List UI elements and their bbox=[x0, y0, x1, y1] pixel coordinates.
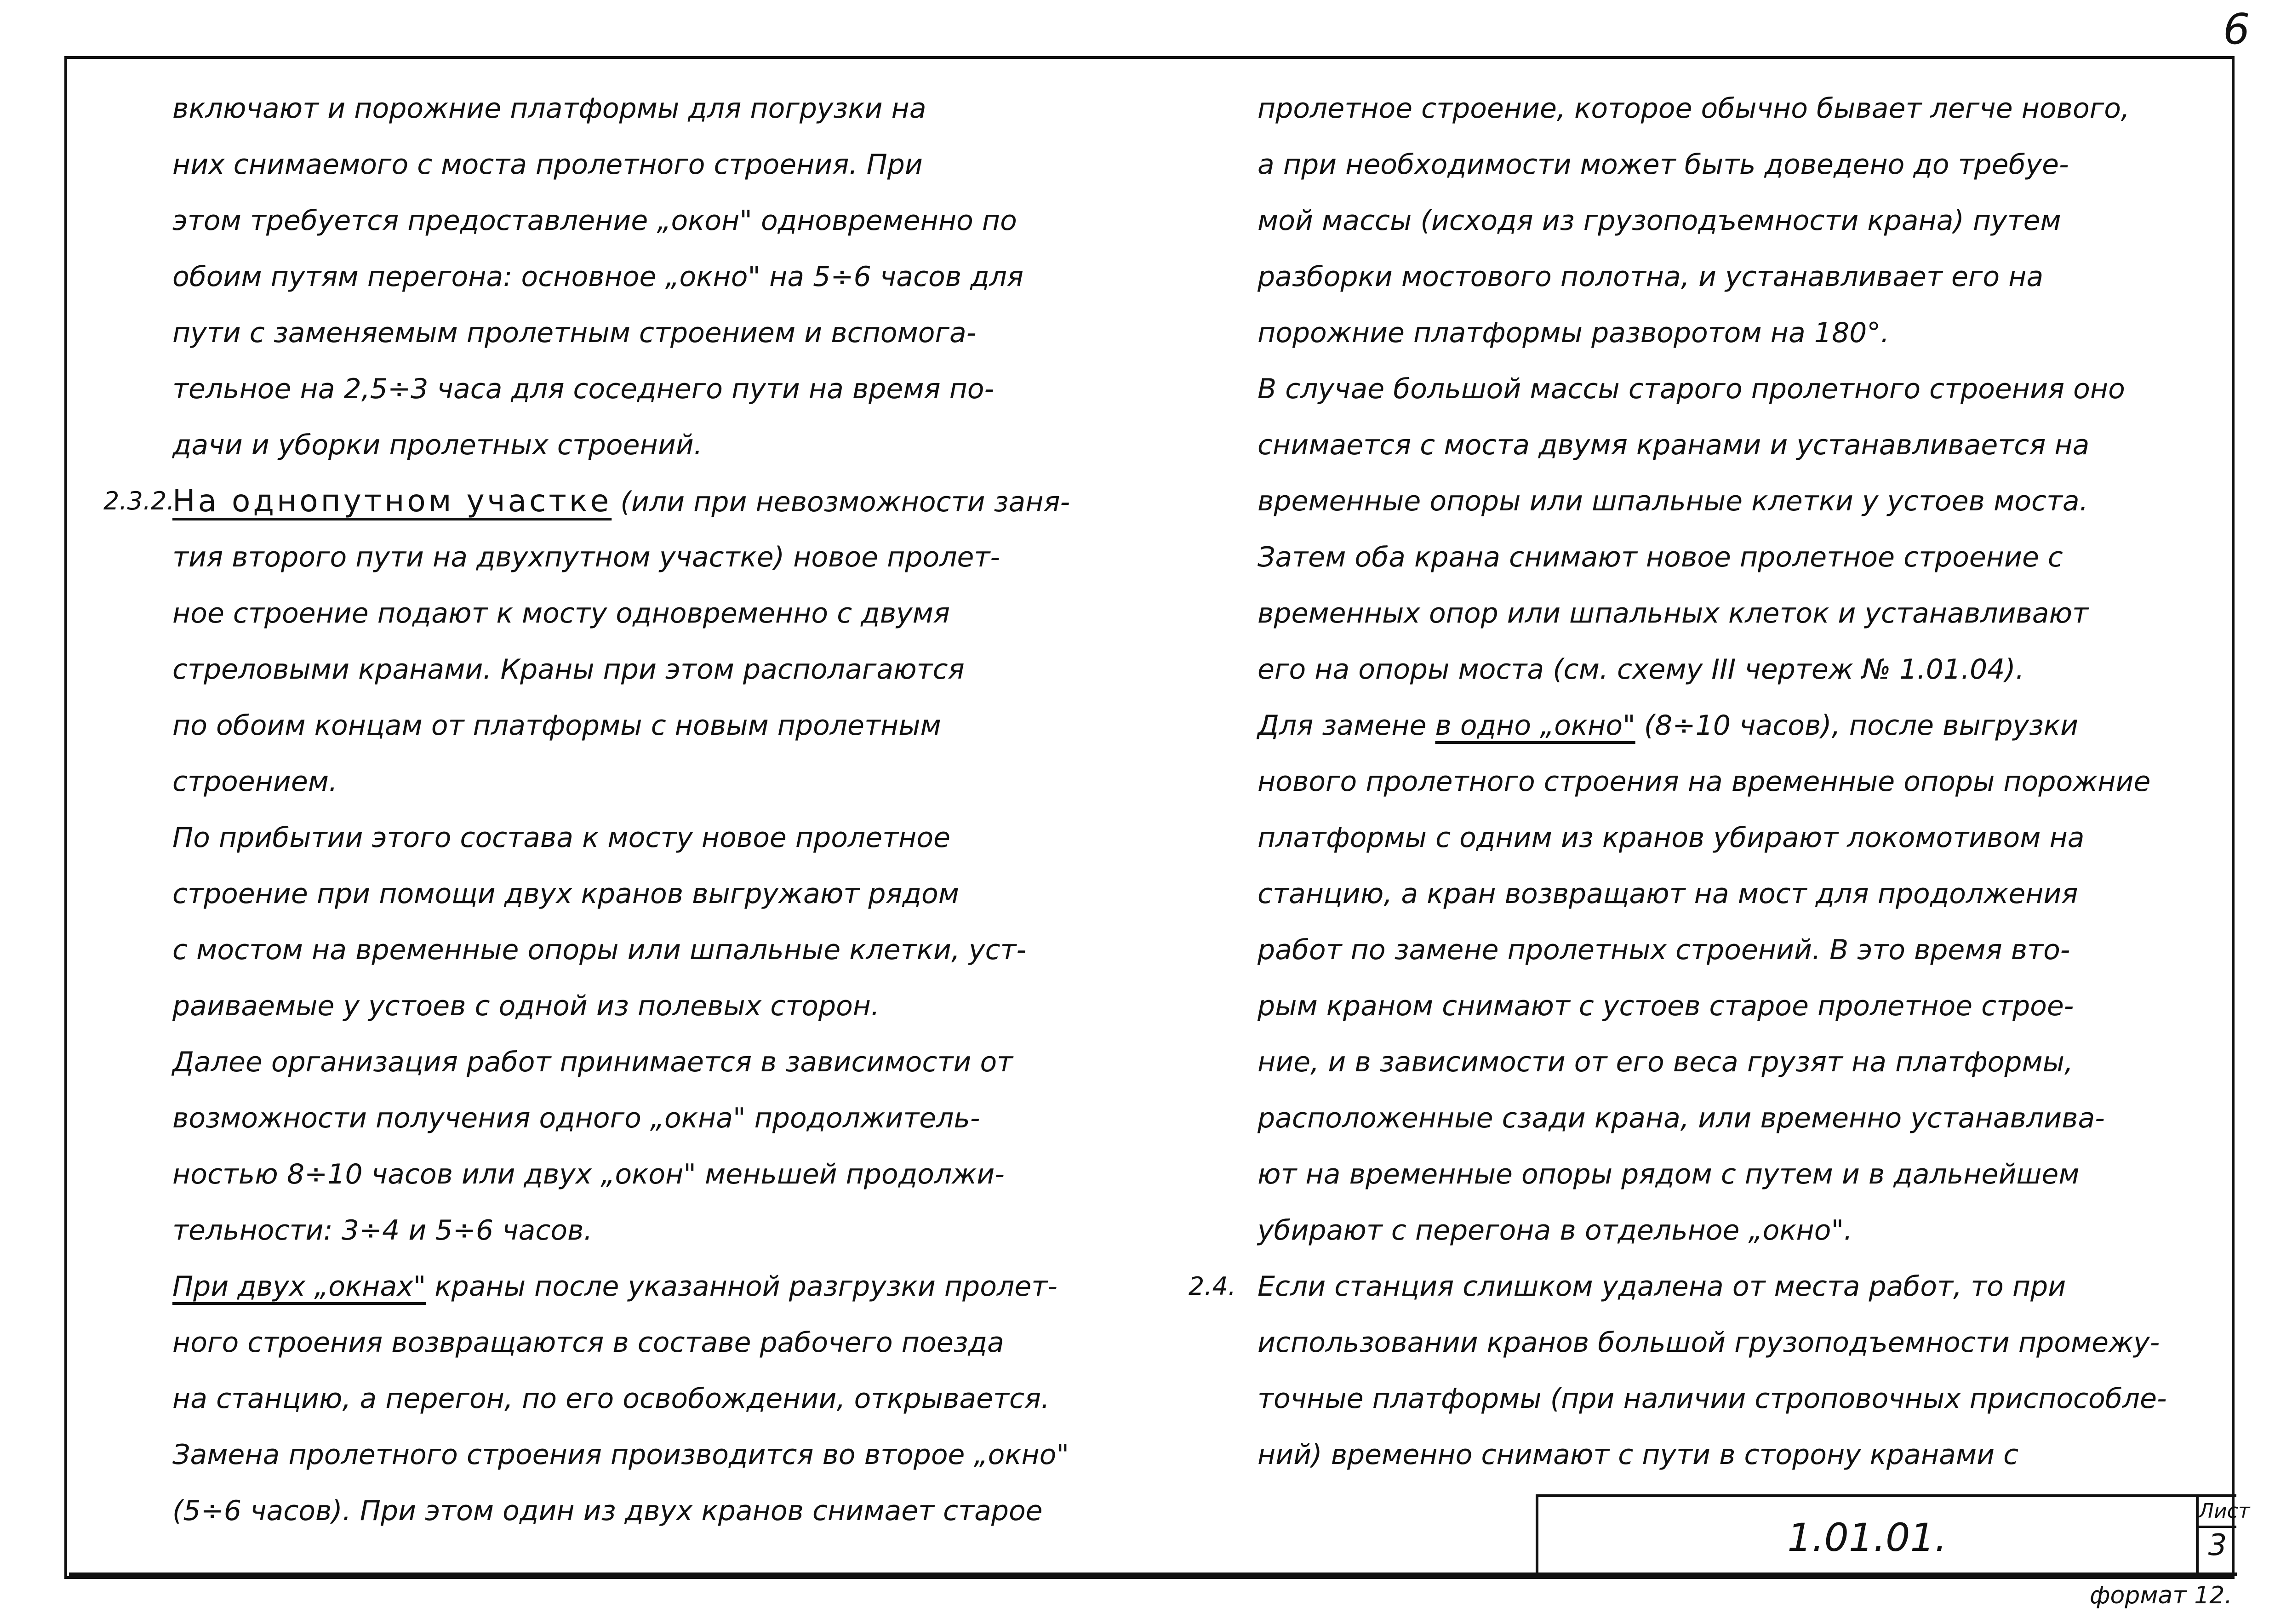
underlined-heading: На однопутном участке bbox=[172, 483, 612, 519]
right-column-line bbox=[1189, 1258, 2241, 1315]
right-column-line bbox=[1257, 978, 2241, 1034]
line-text: (или при невозможности заня- bbox=[612, 486, 1070, 518]
line-text: включают и порожние платформы для погрузки на bbox=[172, 92, 926, 125]
right-column-line bbox=[1257, 361, 2241, 417]
left-column-line bbox=[172, 978, 1184, 1034]
line-text: ют на временные опоры рядом с путем и в дальнейшем bbox=[1257, 1158, 2080, 1190]
left-column-line bbox=[172, 137, 1184, 193]
line-text: раиваемые у устоев с одной из полевых сторон. bbox=[172, 990, 880, 1022]
underlined-heading: в одно „окно" bbox=[1435, 709, 1635, 742]
line-text: краны после указанной разгрузки пролет- bbox=[426, 1270, 1057, 1303]
line-text: ное строение подают к мосту одновременно с двумя bbox=[172, 597, 950, 629]
line-text: временных опор или шпальных клеток и устанавливают bbox=[1257, 597, 2089, 629]
section-number: 2.3.2. bbox=[103, 486, 175, 515]
line-text: (8÷10 часов), после выгрузки bbox=[1635, 709, 2079, 742]
format-label: формат 12. bbox=[2090, 1582, 2232, 1609]
line-text: Замена пролетного строения производится во второе „окно" bbox=[172, 1439, 1069, 1471]
line-text: станцию, а кран возвращают на мост для продолжения bbox=[1257, 878, 2078, 910]
left-column-line bbox=[172, 305, 1184, 361]
left-column-line bbox=[172, 922, 1184, 978]
line-text: пролетное строение, которое обычно бывает легче нового, bbox=[1257, 92, 2130, 125]
line-text: на станцию, а перегон, по его освобождении, открывается. bbox=[172, 1383, 1050, 1415]
left-column-line bbox=[103, 473, 1184, 529]
line-text: ний) временно снимают с пути в сторону кранами с bbox=[1257, 1439, 2019, 1471]
right-column-line bbox=[1257, 1202, 2241, 1258]
line-text: строением. bbox=[172, 766, 338, 798]
left-column-line bbox=[172, 529, 1184, 585]
line-text: ние, и в зависимости от его веса грузят на платформы, bbox=[1257, 1046, 2074, 1078]
right-column-line bbox=[1257, 473, 2241, 529]
right-column-line bbox=[1257, 1146, 2241, 1202]
line-text: ного строения возвращаются в составе рабочего поезда bbox=[172, 1327, 1004, 1359]
right-column-line bbox=[1257, 1034, 2241, 1090]
left-column-line bbox=[172, 417, 1184, 473]
right-column-line bbox=[1257, 305, 2241, 361]
line-text: дачи и уборки пролетных строений. bbox=[172, 429, 703, 461]
line-text: Затем оба крана снимают новое пролетное строение с bbox=[1257, 541, 2063, 573]
left-column-line bbox=[172, 1371, 1184, 1427]
left-text-column bbox=[103, 80, 1184, 1539]
line-text: тельное на 2,5÷3 часа для соседнего пути на время по- bbox=[172, 373, 995, 405]
section-number: 2.4. bbox=[1189, 1272, 1236, 1301]
left-column-line bbox=[172, 361, 1184, 417]
line-text: строение при помощи двух кранов выгружают рядом bbox=[172, 878, 959, 910]
left-column-line bbox=[172, 754, 1184, 810]
left-column-line bbox=[172, 585, 1184, 641]
right-column-line bbox=[1257, 1090, 2241, 1146]
title-block bbox=[1536, 1494, 2250, 1578]
right-column-line bbox=[1257, 249, 2241, 305]
line-text: рым краном снимают с устоев старое пролетное строе- bbox=[1257, 990, 2074, 1022]
page-corner-number: 6 bbox=[2223, 5, 2250, 54]
left-column-line bbox=[172, 1090, 1184, 1146]
line-text: мой массы (исходя из грузоподъемности крана) путем bbox=[1257, 205, 2061, 237]
right-column-line bbox=[1257, 1371, 2241, 1427]
left-column-line bbox=[172, 698, 1184, 754]
left-column-line bbox=[172, 1202, 1184, 1258]
line-text: порожние платформы разворотом на 180°. bbox=[1257, 317, 1890, 349]
line-lead-text: Для замене bbox=[1257, 709, 1435, 742]
line-text: обоим путям перегона: основное „окно" на 5÷6 часов для bbox=[172, 261, 1024, 293]
right-column-line bbox=[1257, 698, 2241, 754]
document-code: 1.01.01. bbox=[1787, 1515, 1947, 1560]
line-text: точные платформы (при наличии строповочных приспособле- bbox=[1257, 1383, 2167, 1415]
left-column-line bbox=[172, 1146, 1184, 1202]
line-text: с мостом на временные опоры или шпальные клетки, уст- bbox=[172, 934, 1027, 966]
line-text: убирают с перегона в отдельное „окно". bbox=[1257, 1214, 1853, 1247]
line-text: В случае большой массы старого пролетного строения оно bbox=[1257, 373, 2125, 405]
line-text: пути с заменяемым пролетным строением и вспомога- bbox=[172, 317, 977, 349]
left-column-line bbox=[172, 866, 1184, 922]
right-column-line bbox=[1257, 754, 2241, 810]
line-text: разборки мостового полотна, и устанавливает его на bbox=[1257, 261, 2044, 293]
left-column-line bbox=[172, 249, 1184, 305]
right-column-line bbox=[1257, 80, 2241, 137]
line-text: Если станция слишком удалена от места работ, то при bbox=[1257, 1270, 2066, 1303]
line-text: расположенные сзади крана, или временно устанавлива- bbox=[1257, 1102, 2105, 1134]
line-text: По прибытии этого состава к мосту новое пролетное bbox=[172, 822, 950, 854]
left-column-line bbox=[172, 80, 1184, 137]
line-text: его на опоры моста (см. схему III чертеж № 1.01.04). bbox=[1257, 653, 2024, 686]
left-column-line bbox=[172, 810, 1184, 866]
right-column-line bbox=[1257, 641, 2241, 698]
right-text-column bbox=[1189, 80, 2241, 1483]
line-text: тия второго пути на двухпутном участке) новое пролет- bbox=[172, 541, 1000, 573]
sheet-number: 3 bbox=[2208, 1528, 2227, 1562]
line-text: а при необходимости может быть доведено до требуе- bbox=[1257, 149, 2069, 181]
sheet-cell bbox=[2196, 1497, 2250, 1578]
right-column-line bbox=[1257, 866, 2241, 922]
line-text: нового пролетного строения на временные опоры порожние bbox=[1257, 766, 2151, 798]
right-column-line bbox=[1257, 922, 2241, 978]
left-column-line bbox=[172, 1483, 1184, 1539]
right-column-line bbox=[1257, 193, 2241, 249]
right-column-line bbox=[1257, 585, 2241, 641]
left-column-line bbox=[172, 1258, 1184, 1315]
right-column-line bbox=[1257, 529, 2241, 585]
line-text: этом требуется предоставление „окон" одновременно по bbox=[172, 205, 1017, 237]
line-text: стреловыми кранами. Краны при этом располагаются bbox=[172, 653, 965, 686]
right-column-line bbox=[1257, 137, 2241, 193]
left-column-line bbox=[172, 1034, 1184, 1090]
line-text: Далее организация работ принимается в зависимости от bbox=[172, 1046, 1013, 1078]
line-text: (5÷6 часов). При этом один из двух кранов снимает старое bbox=[172, 1495, 1043, 1527]
line-text: временные опоры или шпальные клетки у устоев моста. bbox=[1257, 485, 2088, 517]
right-column-line bbox=[1257, 810, 2241, 866]
left-column-line bbox=[172, 1427, 1184, 1483]
left-column-line bbox=[172, 193, 1184, 249]
left-column-line bbox=[172, 1315, 1184, 1371]
line-text: тельности: 3÷4 и 5÷6 часов. bbox=[172, 1214, 593, 1247]
line-text: работ по замене пролетных строений. В это время вто- bbox=[1257, 934, 2070, 966]
line-text: по обоим концам от платформы с новым пролетным bbox=[172, 709, 941, 742]
line-text: платформы с одним из кранов убирают локомотивом на bbox=[1257, 822, 2085, 854]
right-column-line bbox=[1257, 1315, 2241, 1371]
right-column-line bbox=[1257, 417, 2241, 473]
line-text: снимается с моста двумя кранами и устанавливается на bbox=[1257, 429, 2090, 461]
line-text: них снимаемого с моста пролетного строения. При bbox=[172, 149, 923, 181]
sheet-label: Лист bbox=[2199, 1497, 2236, 1528]
line-text: использовании кранов большой грузоподъемности промежу- bbox=[1257, 1327, 2160, 1359]
line-text: ностью 8÷10 часов или двух „окон" меньшей продолжи- bbox=[172, 1158, 1005, 1190]
line-text: возможности получения одного „окна" продолжитель- bbox=[172, 1102, 980, 1134]
right-column-line bbox=[1257, 1427, 2241, 1483]
left-column-line bbox=[172, 641, 1184, 698]
underlined-heading: При двух „окнах" bbox=[172, 1270, 426, 1303]
